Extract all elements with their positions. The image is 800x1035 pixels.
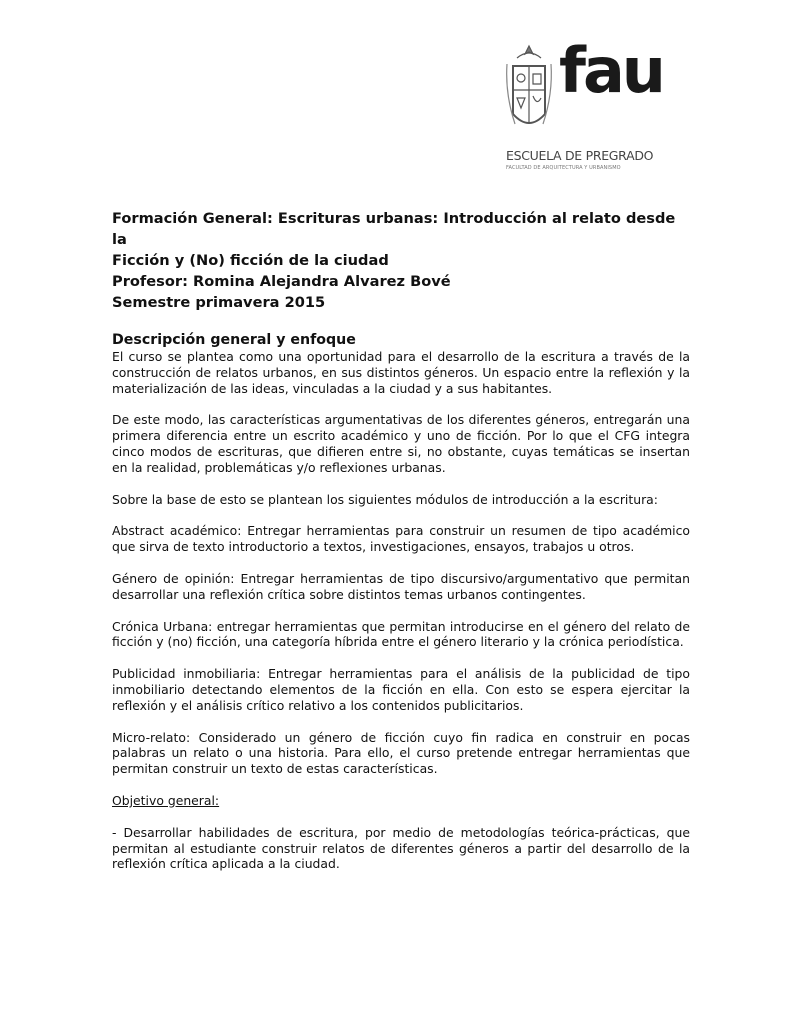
university-crest-icon (503, 44, 555, 144)
logo-wordmark: fau (559, 34, 663, 107)
paragraph-microrelato: Micro-relato: Considerado un género de ficción cuyo fin radica en construir en pocas palabras un relato o una historia. Para ello, el curso pretende entregar herramientas que permitan construir un texto de estas características. (112, 729, 690, 777)
objective-text: - Desarrollar habilidades de escritura, por medio de metodologías teórica-prácticas, que permitan al estudiante construir relatos de diferentes géneros a partir del desarrollo de la reflexión crítica aplicada a la ciudad. (112, 824, 690, 872)
paragraph-cronica: Crónica Urbana: entregar herramientas que permitan introducirse en el género del relato de ficción y (no) ficción, una categoría híbrida entre el género literario y la crónica periodística. (112, 618, 690, 650)
semester-line: Semestre primavera 2015 (112, 294, 326, 311)
logo-school-name: ESCUELA DE PREGRADO (506, 148, 654, 163)
section-heading: Descripción general y enfoque (112, 332, 356, 348)
course-title-line-2: Ficción y (No) ficción de la ciudad (112, 252, 389, 269)
paragraph-opinion: Género de opinión: Entregar herramientas de tipo discursivo/argumentativo que permitan desarrollar una reflexión crítica sobre distintos temas urbanos contingentes. (112, 570, 690, 602)
paragraph-publicidad: Publicidad inmobiliaria: Entregar herramientas para el análisis de la publicidad de tipo inmobiliario detectando elementos de la ficción en ella. Con esto se espera ejercitar la reflexión y el análisis crítico relativo a los contenidos publicitarios. (112, 666, 690, 713)
fau-logo (503, 34, 683, 174)
paragraph-intro: El curso se plantea como una oportunidad para el desarrollo de la escritura a través de la construcción de relatos urbanos, en sus distintos géneros. Un espacio entre la reflexión y la materialización de las ideas, vinculadas a la ciudad y a sus habitantes. (112, 349, 690, 396)
paragraph-genres: De este modo, las características argumentativas de los diferentes géneros, entregarán una primera diferencia entre un escrito académico y uno de ficción. Por lo que el CFG integra cinco modos de escrituras, que difieren entre si, no obstante, cuyas temáticas se insertan en la realidad, problemáticas y/o reflexiones urbanas. (112, 412, 690, 475)
paragraph-modules-intro: Sobre la base de esto se plantean los siguientes módulos de introducción a la escritura: (112, 491, 658, 507)
objective-label: Objetivo general: (112, 792, 220, 808)
paragraph-abstract: Abstract académico: Entregar herramientas para construir un resumen de tipo académico que sirva de texto introductorio a textos, investigaciones, ensayos, trabajos u otros. (112, 523, 690, 555)
document-body (112, 208, 690, 872)
logo-faculty-name: FACULTAD DE ARQUITECTURA Y URBANISMO (506, 165, 621, 171)
course-title-line-1: Formación General: Escrituras urbanas: Introducción al relato desde la (112, 210, 676, 248)
professor-line: Profesor: Romina Alejandra Alvarez Bové (112, 273, 451, 290)
